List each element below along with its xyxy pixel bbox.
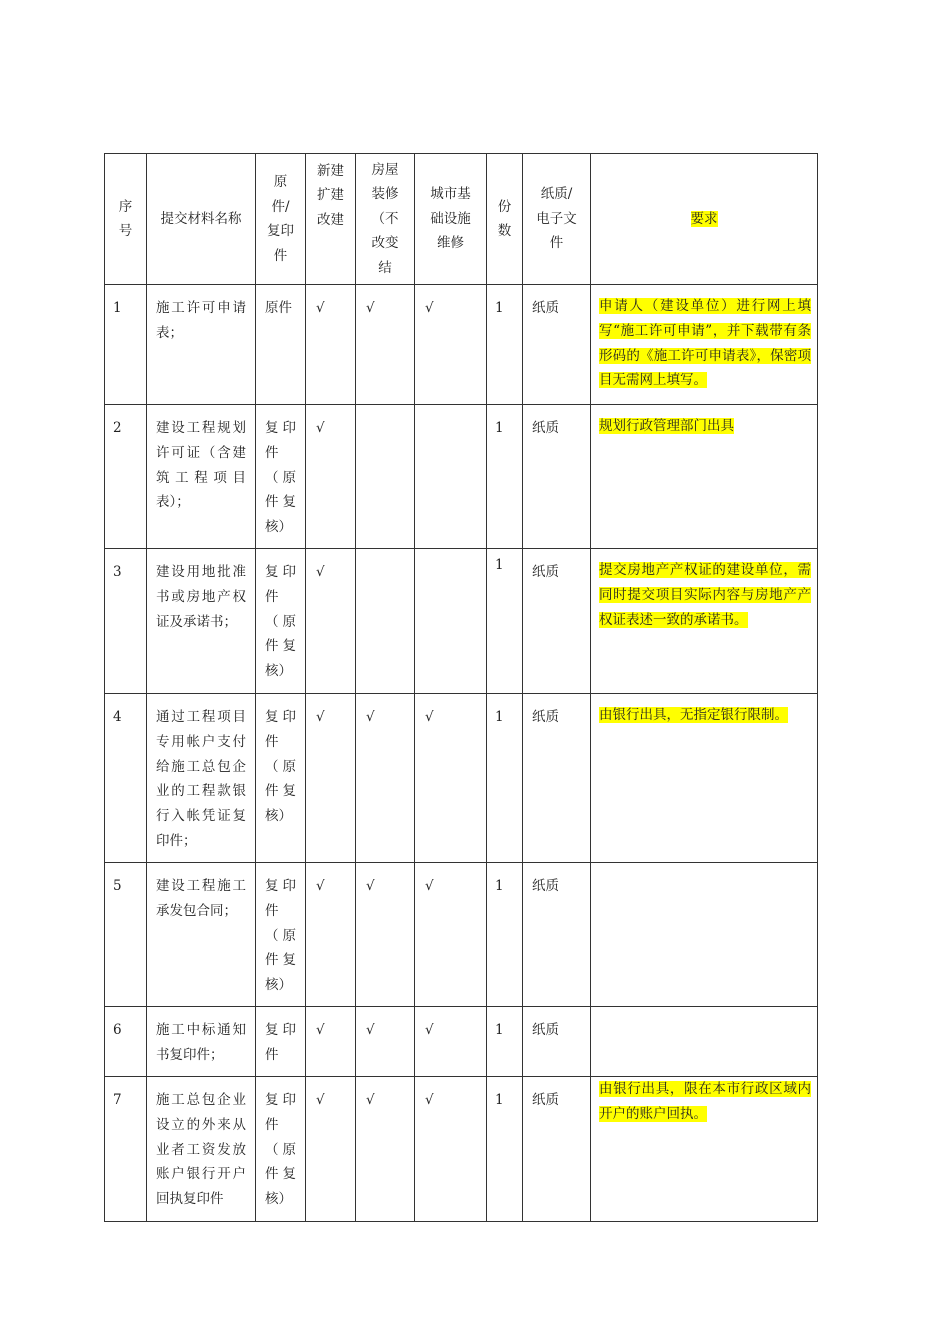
row-name: 通过工程项目专用帐户支付给施工总包企业的工程款银行入帐凭证复印件； <box>156 709 246 849</box>
row-format: 纸质 <box>532 564 559 580</box>
row-requirement: 提交房地产产权证的建设单位，需同时提交项目实际内容与房地产产权证表述一致的承诺书。 <box>599 562 811 628</box>
table-row <box>105 863 818 1007</box>
row-decoration-check: √ <box>366 300 375 316</box>
row-decoration-check: √ <box>366 709 375 725</box>
row-name: 施工许可申请表； <box>156 300 246 341</box>
row-count: 1 <box>495 878 504 894</box>
row-new-build-check: √ <box>316 300 325 316</box>
row-requirement: 由银行出具，无指定银行限制。 <box>599 707 788 723</box>
row-count: 1 <box>495 557 504 573</box>
table-row <box>105 1007 818 1077</box>
row-format: 纸质 <box>532 1022 559 1038</box>
row-decoration-check <box>356 549 414 566</box>
row-decoration-check <box>356 405 414 422</box>
row-name: 建设工程施工承发包合同； <box>156 878 246 919</box>
header-decoration: 房屋装修（不改变结 <box>356 154 415 285</box>
row-seq: 7 <box>113 1092 122 1108</box>
row-decoration-check: √ <box>366 1092 375 1108</box>
row-count: 1 <box>495 1022 504 1038</box>
row-new-build-check: √ <box>316 564 325 580</box>
row-requirement: 规划行政管理部门出具 <box>599 418 734 434</box>
row-format: 纸质 <box>532 709 559 725</box>
header-format: 纸质/电子文件 <box>523 154 591 285</box>
row-format: 纸质 <box>532 300 559 316</box>
row-seq: 4 <box>113 709 122 725</box>
row-infra-check: √ <box>425 709 434 725</box>
table-row <box>105 694 818 863</box>
row-format: 纸质 <box>532 1092 559 1108</box>
materials-table <box>104 153 818 1222</box>
row-new-build-check: √ <box>316 420 325 436</box>
table-row <box>105 549 818 694</box>
row-infra-check: √ <box>425 1092 434 1108</box>
row-seq: 1 <box>113 300 122 316</box>
row-seq: 6 <box>113 1022 122 1038</box>
table-row <box>105 405 818 549</box>
row-name: 施工总包企业设立的外来从业者工资发放账户银行开户回执复印件 <box>156 1092 246 1208</box>
row-count: 1 <box>495 300 504 316</box>
header-new-build: 新建扩建改建 <box>306 154 356 285</box>
header-seq: 序号 <box>105 154 147 285</box>
row-original-copy: 复印件（原件复核） <box>265 709 296 825</box>
header-count: 份数 <box>487 154 523 285</box>
row-new-build-check: √ <box>316 1092 325 1108</box>
row-original-copy: 原件 <box>265 300 292 316</box>
row-new-build-check: √ <box>316 709 325 725</box>
header-original-copy: 原件/复印件 <box>256 154 306 285</box>
row-new-build-check: √ <box>316 1022 325 1038</box>
table-row <box>105 285 818 405</box>
row-name: 建设用地批准书或房地产权证及承诺书； <box>156 564 246 630</box>
table-row <box>105 1077 818 1222</box>
row-format: 纸质 <box>532 420 559 436</box>
row-seq: 2 <box>113 420 122 436</box>
row-name: 施工中标通知书复印件； <box>156 1022 246 1063</box>
row-format: 纸质 <box>532 878 559 894</box>
header-requirement: 要求 <box>591 154 818 285</box>
row-infra-check: √ <box>425 878 434 894</box>
row-seq: 5 <box>113 878 122 894</box>
row-decoration-check: √ <box>366 1022 375 1038</box>
row-decoration-check: √ <box>366 878 375 894</box>
header-name: 提交材料名称 <box>147 154 256 285</box>
header-infra: 城市基础设施维修 <box>415 154 487 285</box>
row-infra-check <box>415 549 486 566</box>
row-count: 1 <box>495 420 504 436</box>
row-infra-check: √ <box>425 1022 434 1038</box>
row-infra-check <box>415 405 486 422</box>
row-original-copy: 复印件（原件复核） <box>265 420 296 536</box>
row-new-build-check: √ <box>316 878 325 894</box>
row-seq: 3 <box>113 564 122 580</box>
row-count: 1 <box>495 709 504 725</box>
row-count: 1 <box>495 1092 504 1108</box>
row-original-copy: 复印件（原件复核） <box>265 878 296 994</box>
row-requirement: 申请人（建设单位）进行网上填写“施工许可申请”，并下载带有条形码的《施工许可申请表》，保密项目无需网上填写。 <box>599 298 811 389</box>
row-name: 建设工程规划许可证（含建筑工程项目表）； <box>156 420 246 511</box>
row-infra-check: √ <box>425 300 434 316</box>
header-row <box>105 154 818 285</box>
row-original-copy: 复印件 <box>265 1022 296 1063</box>
row-original-copy: 复印件（原件复核） <box>265 1092 296 1208</box>
row-requirement: 由银行出具，限在本市行政区域内开户的账户回执。 <box>599 1081 811 1122</box>
row-original-copy: 复印件（原件复核） <box>265 564 296 680</box>
